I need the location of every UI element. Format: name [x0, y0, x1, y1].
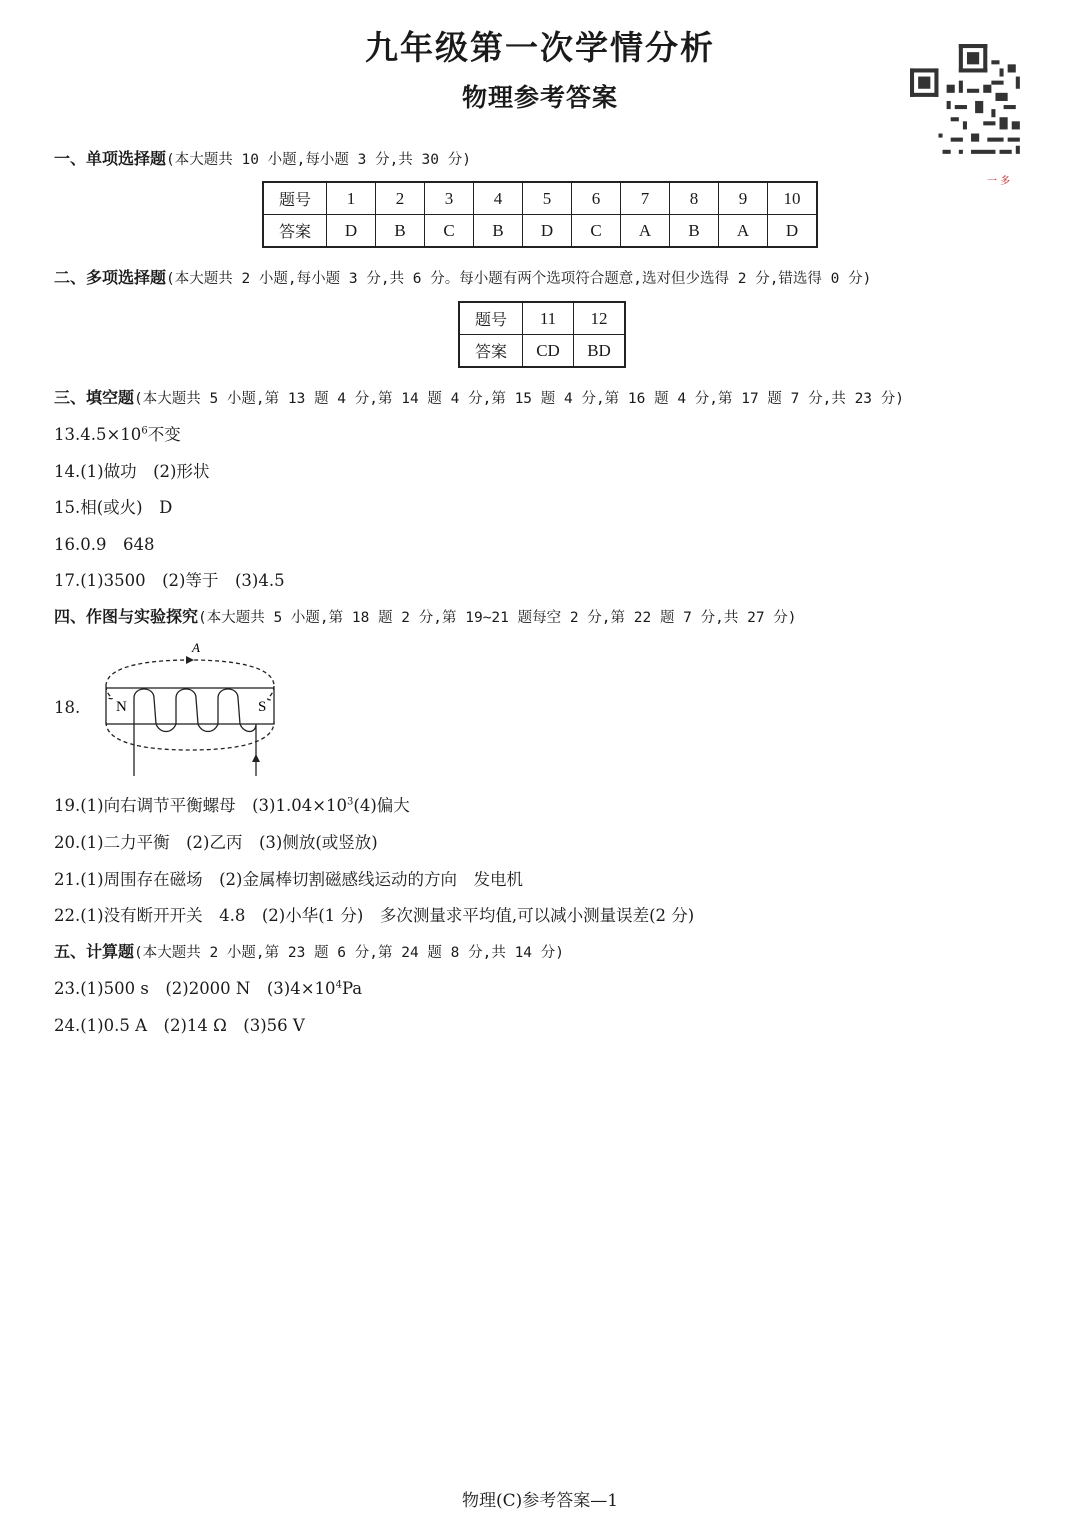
answer-23 [54, 975, 362, 999]
exponent: 6 [141, 425, 148, 437]
answer-13 [54, 421, 181, 445]
answer-text: (4)偏大 [353, 796, 410, 815]
answer-14: 14.(1)做功 (2)形状 [54, 462, 210, 481]
section-fill-blank [54, 385, 904, 408]
section-calculation [54, 939, 564, 962]
table-row [459, 335, 625, 368]
table-cell: 7 [621, 182, 670, 215]
qr-code-icon [910, 44, 1028, 162]
table-row [263, 182, 817, 215]
section-heading: 三、填空题 [54, 388, 135, 407]
exponent: 3 [347, 796, 354, 808]
south-pole-label: S [258, 699, 267, 715]
answer-20: 20.(1)二力平衡 (2)乙丙 (3)侧放(或竖放) [54, 833, 378, 852]
section-single-choice [54, 146, 471, 169]
table-cell: BD [574, 335, 626, 368]
section-heading: 五、计算题 [54, 942, 135, 961]
section-note: (本大题共 2 小题,第 23 题 6 分,第 24 题 8 分,共 14 分) [134, 945, 564, 961]
answer-24: 24.(1)0.5 A (2)14 Ω (3)56 V [54, 1016, 305, 1035]
table-cell: D [768, 215, 818, 248]
multi-choice-table [458, 301, 626, 368]
table-cell: D [523, 215, 572, 248]
section-heading: 二、多项选择题 [54, 268, 167, 287]
answer-text: 13.4.5×10 [54, 425, 142, 444]
table-cell: 11 [523, 302, 574, 335]
answer-text: 19.(1)向右调节平衡螺母 (3)1.04×10 [54, 796, 348, 815]
section-note: (本大题共 5 小题,第 13 题 4 分,第 14 题 4 分,第 15 题 4 分,第 16 题 4 分,第 17 题 7 分,共 23 分) [134, 391, 904, 407]
table-cell: A [719, 215, 768, 248]
table-cell: 12 [574, 302, 626, 335]
page-footer: 物理(C)参考答案—1 [461, 1491, 619, 1511]
section-heading: 一、单项选择题 [54, 149, 167, 168]
answer-text: Pa [341, 979, 363, 998]
table-cell: C [425, 215, 474, 248]
section-note: (本大题共 10 小题,每小题 3 分,共 30 分) [166, 152, 471, 168]
page-subtitle: 物理参考答案 [461, 83, 618, 112]
north-pole-label: N [116, 699, 127, 715]
table-cell: 3 [425, 182, 474, 215]
single-choice-table [262, 181, 818, 248]
answer-16: 16.0.9 648 [54, 535, 155, 554]
row-label: 答案 [263, 215, 327, 248]
electromagnet-diagram [80, 638, 300, 778]
table-cell: 8 [670, 182, 719, 215]
answer-21: 21.(1)周围存在磁场 (2)金属棒切割磁感线运动的方向 发电机 [54, 870, 523, 889]
table-cell: D [327, 215, 376, 248]
exponent: 4 [335, 979, 342, 991]
qr-mark: 一 多 [987, 176, 1011, 187]
table-cell: 1 [327, 182, 376, 215]
answer-19 [54, 792, 410, 816]
table-row [263, 215, 817, 248]
row-label: 题号 [263, 182, 327, 215]
table-cell: 5 [523, 182, 572, 215]
answer-18-label: 18. [54, 698, 81, 717]
table-cell: B [670, 215, 719, 248]
table-cell: 2 [376, 182, 425, 215]
section-multi-choice [54, 265, 871, 288]
section-note: (本大题共 5 小题,第 18 题 2 分,第 19~21 题每空 2 分,第 22 题 7 分,共 27 分) [198, 610, 797, 626]
section-heading: 四、作图与实验探究 [54, 607, 199, 626]
table-cell: CD [523, 335, 574, 368]
page-title: 九年级第一次学情分析 [365, 28, 715, 67]
table-cell: 10 [768, 182, 818, 215]
answer-15: 15.相(或火) D [54, 498, 173, 517]
row-label: 题号 [459, 302, 523, 335]
table-cell: C [572, 215, 621, 248]
table-cell: 6 [572, 182, 621, 215]
section-note: (本大题共 2 小题,每小题 3 分,共 6 分。每小题有两个选项符合题意,选对但少选得 2 分,错选得 0 分) [166, 271, 872, 287]
table-cell: 4 [474, 182, 523, 215]
table-row [459, 302, 625, 335]
table-cell: B [474, 215, 523, 248]
point-label: A [192, 640, 200, 655]
row-label: 答案 [459, 335, 523, 368]
table-cell: 9 [719, 182, 768, 215]
section-experiment [54, 604, 797, 627]
answer-22: 22.(1)没有断开开关 4.8 (2)小华(1 分) 多次测量求平均值,可以减小测量误差(2 分) [54, 906, 695, 925]
table-cell: B [376, 215, 425, 248]
answer-17: 17.(1)3500 (2)等于 (3)4.5 [54, 571, 285, 590]
answer-text: 23.(1)500 s (2)2000 N (3)4×10 [54, 979, 336, 998]
answer-text: 不变 [147, 425, 181, 444]
table-cell: A [621, 215, 670, 248]
